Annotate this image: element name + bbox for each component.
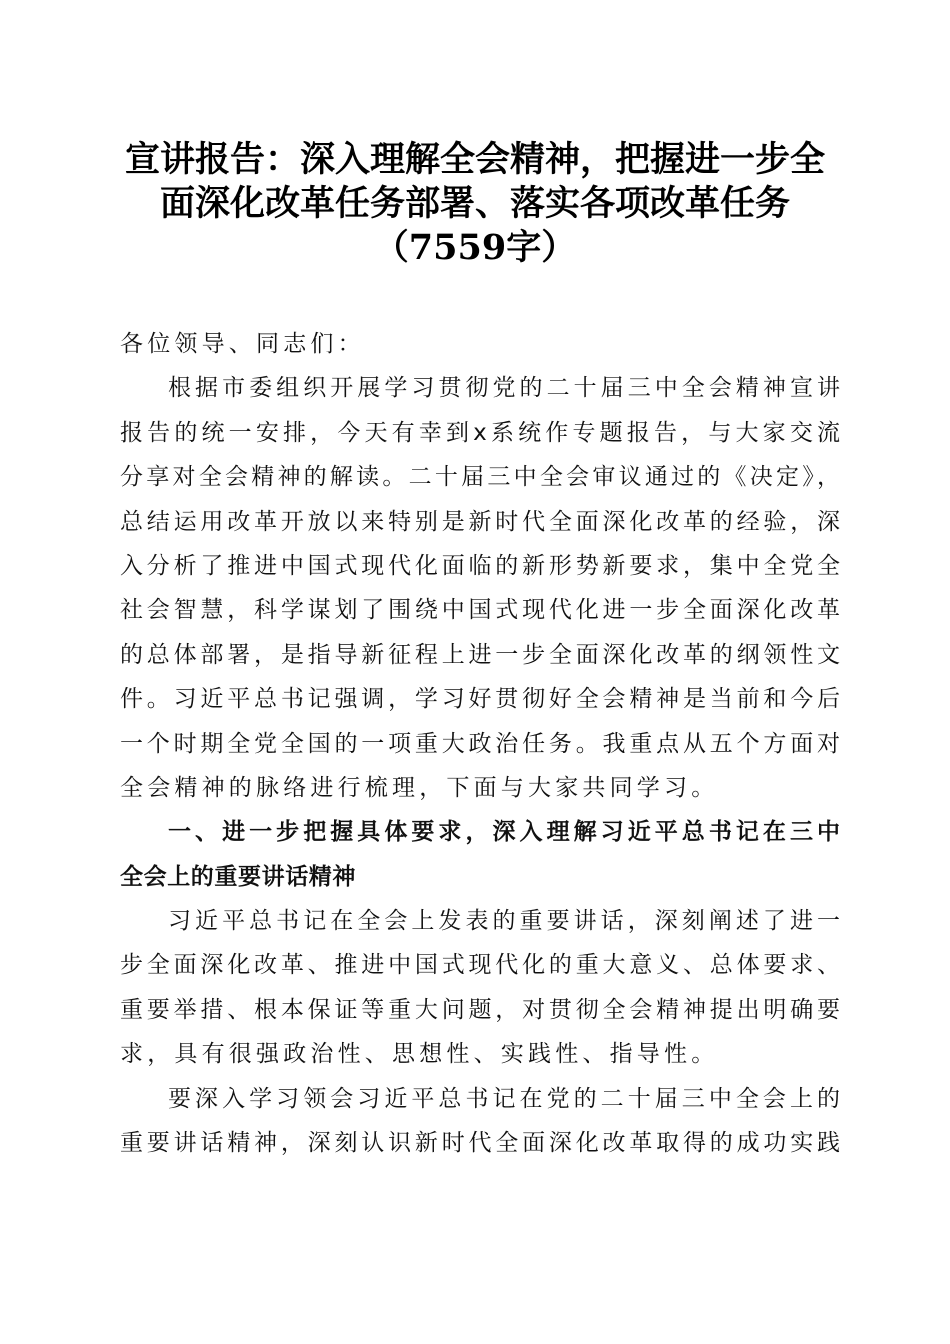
text-line: 求，具有很强政治性、思想性、实践性、指导性。 bbox=[120, 1041, 719, 1068]
section-heading-1 bbox=[120, 810, 840, 899]
text-line: 习近平总书记在全会上发表的重要讲话，深刻阐述了进一 bbox=[168, 908, 840, 935]
text-line: 的总体部署，是指导新征程上进一步全面深化改革的纲领性文 bbox=[120, 641, 840, 668]
title-word-count: （7559字） bbox=[373, 227, 577, 268]
text-line: 重要讲话精神，深刻认识新时代全面深化改革取得的成功实践 bbox=[120, 1130, 840, 1157]
document-title bbox=[100, 138, 850, 270]
title-line-1: 宣讲报告：深入理解全会精神，把握进一步全 bbox=[124, 139, 825, 180]
text-line: 入分析了推进中国式现代化面临的新形势新要求，集中全党全 bbox=[120, 552, 840, 579]
text-line: 全会精神的脉络进行梳理，下面与大家共同学习。 bbox=[120, 774, 719, 801]
salutation: 各位领导、同志们： bbox=[120, 331, 365, 357]
text-line: 一个时期全党全国的一项重大政治任务。我重点从五个方面对 bbox=[120, 730, 840, 757]
paragraph-section-1-b bbox=[120, 1077, 840, 1166]
text-line: 报告的统一安排，今天有幸到x系统作专题报告，与大家交流 bbox=[120, 419, 840, 446]
document-body bbox=[120, 322, 840, 1165]
heading-line: 全会上的重要讲话精神 bbox=[120, 863, 356, 890]
text-line: 步全面深化改革、推进中国式现代化的重大意义、总体要求、 bbox=[120, 952, 840, 979]
text-line: 分享对全会精神的解读。二十届三中全会审议通过的《决定》， bbox=[120, 464, 840, 491]
text-line: 社会智慧，科学谋划了围绕中国式现代化进一步全面深化改革 bbox=[120, 597, 840, 624]
text-line: 根据市委组织开展学习贯彻党的二十届三中全会精神宣讲 bbox=[168, 375, 840, 402]
text-line: 重要举措、根本保证等重大问题，对贯彻全会精神提出明确要 bbox=[120, 996, 840, 1023]
text-line: 总结运用改革开放以来特别是新时代全面深化改革的经验，深 bbox=[120, 508, 840, 535]
heading-line: 一、进一步把握具体要求，深入理解习近平总书记在三中 bbox=[168, 819, 840, 846]
text-line: 要深入学习领会习近平总书记在党的二十届三中全会上的 bbox=[168, 1085, 840, 1112]
paragraph-intro bbox=[120, 366, 840, 810]
paragraph-section-1-a bbox=[120, 899, 840, 1077]
title-line-2: 面深化改革任务部署、落实各项改革任务 bbox=[159, 183, 790, 224]
text-line: 件。习近平总书记强调，学习好贯彻好全会精神是当前和今后 bbox=[120, 686, 840, 713]
